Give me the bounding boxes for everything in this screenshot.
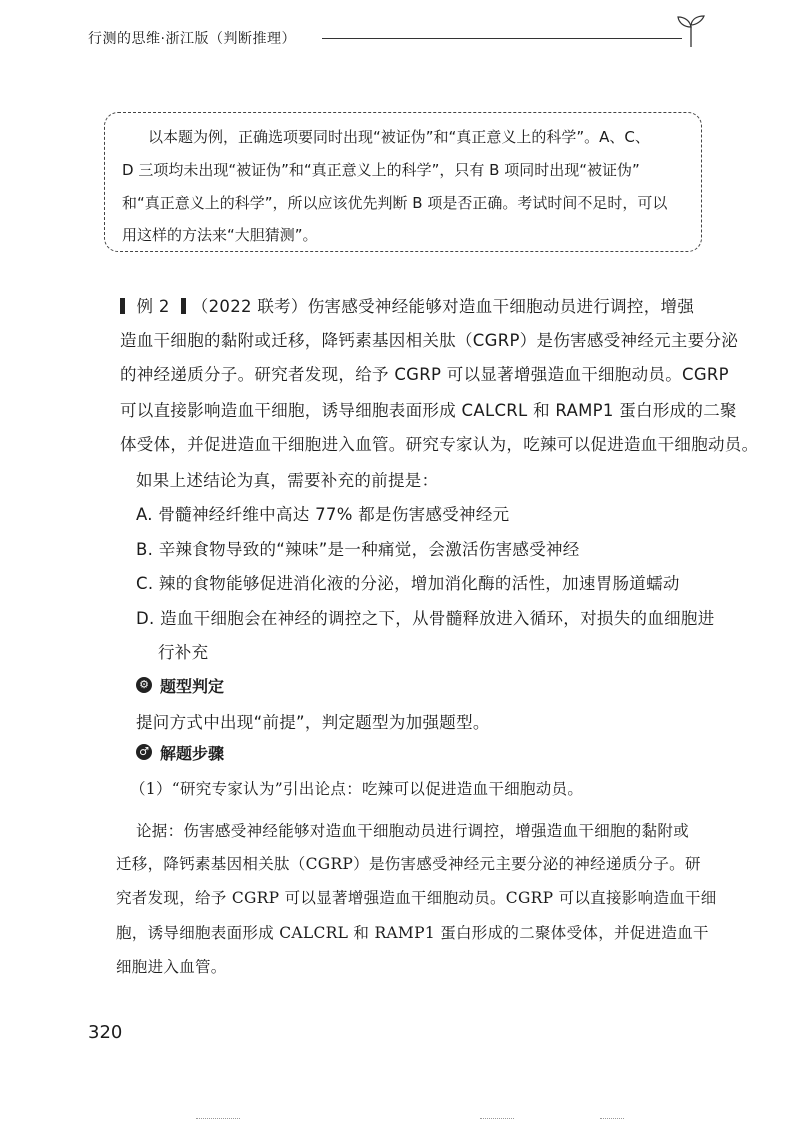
tip-line: 和“真正意义上的科学”，所以应该优先判断 B 项是否正确。考试时间不足时，可以 xyxy=(122,194,668,212)
option-b: B. 辛辣食物导致的“辣味”是一种痛觉，会激活伤害感受神经 xyxy=(136,540,580,559)
section-type-text: 提问方式中出现“前提”，判定题型为加强题型。 xyxy=(136,713,490,732)
example-label: 例 2 xyxy=(136,297,170,316)
example-line: 可以直接影响造血干细胞，诱导细胞表面形成 CALCRL 和 RAMP1 蛋白形成的二聚 xyxy=(120,401,737,420)
example-line: 的神经递质分子。研究者发现，给予 CGRP 可以显著增强造血干细胞动员。CGRP xyxy=(120,365,729,384)
section-title-steps: 解题步骤 xyxy=(160,744,225,763)
page-number: 320 xyxy=(88,1022,123,1043)
example-first-line: （2022 联考）伤害感受神经能够对造血干细胞动员进行调控，增强 xyxy=(191,297,695,316)
step-1: （1）“研究专家认为”引出论点：吃辣可以促进造血干细胞动员。 xyxy=(130,780,584,798)
option-d-continued: 行补充 xyxy=(158,643,209,662)
gear-icon: ⚙ xyxy=(136,677,152,693)
label-bar-icon xyxy=(181,298,186,314)
label-bar-icon xyxy=(120,298,125,314)
argument-line: 迁移，降钙素基因相关肽（CGRP）是伤害感受神经元主要分泌的神经递质分子。研 xyxy=(116,855,701,873)
argument-line: 细胞进入血管。 xyxy=(116,958,227,976)
example-line: 造血干细胞的黏附或迁移，降钙素基因相关肽（CGRP）是伤害感受神经元主要分泌 xyxy=(120,331,739,350)
section-title-type: 题型判定 xyxy=(160,677,225,696)
scan-mark xyxy=(600,1118,624,1119)
key-icon: ♂ xyxy=(136,744,152,760)
running-header: 行测的思维·浙江版（判断推理） xyxy=(88,31,296,47)
tip-line: D 三项均未出现“被证伪”和“真正意义上的科学”，只有 B 项同时出现“被证伪” xyxy=(122,161,640,179)
option-c: C. 辣的食物能够促进消化液的分泌，增加消化酶的活性，加速胃肠道蠕动 xyxy=(136,574,680,593)
tip-line: 用这样的方法来“大胆猜测”。 xyxy=(122,226,318,244)
header-rule xyxy=(322,38,682,39)
example-line: 体受体，并促进造血干细胞进入血管。研究专家认为，吃辣可以促进造血干细胞动员。 xyxy=(120,435,759,454)
argument-line: 究者发现，给予 CGRP 可以显著增强造血干细胞动员。CGRP 可以直接影响造血干细 xyxy=(116,889,717,907)
tip-line: 以本题为例，正确选项要同时出现“被证伪”和“真正意义上的科学”。A、C、 xyxy=(148,128,650,146)
argument-line: 胞，诱导细胞表面形成 CALCRL 和 RAMP1 蛋白形成的二聚体受体，并促进造血干 xyxy=(116,924,709,942)
option-a: A. 骨髓神经纤维中高达 77% 都是伤害感受神经元 xyxy=(136,505,510,524)
question-stem: 如果上述结论为真，需要补充的前提是： xyxy=(136,471,439,490)
example-heading xyxy=(120,293,694,317)
sprout-icon xyxy=(676,14,706,48)
argument-line: 论据：伤害感受神经能够对造血干细胞动员进行调控，增强造血干细胞的黏附或 xyxy=(136,822,690,840)
scan-mark xyxy=(480,1118,514,1119)
option-d: D. 造血干细胞会在神经的调控之下，从骨髓释放进入循环，对损失的血细胞进 xyxy=(136,609,715,628)
scan-mark xyxy=(196,1118,240,1119)
